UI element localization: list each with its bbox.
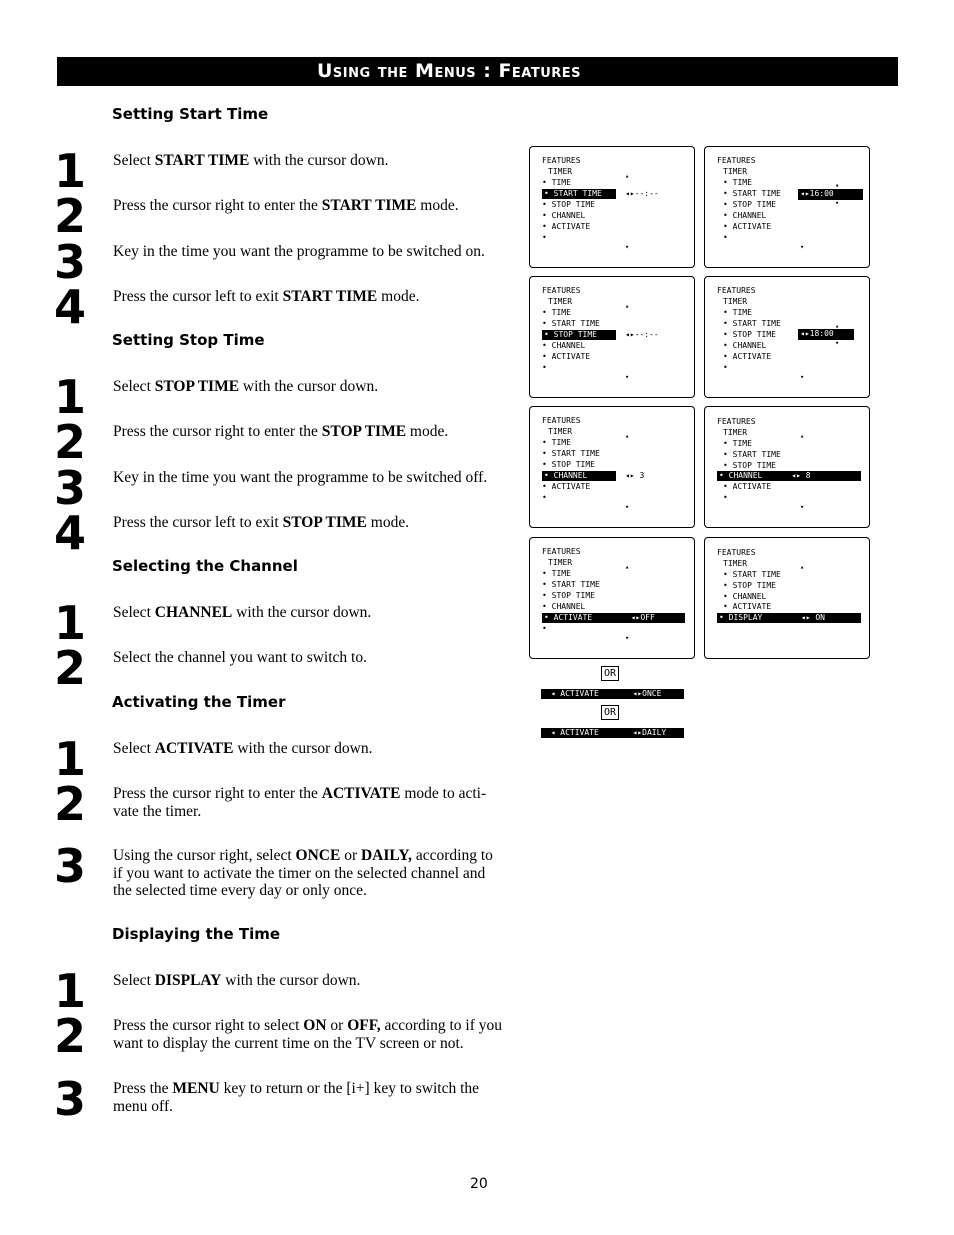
step-text: Press the cursor right to enter the STOP TIME mode. — [113, 423, 449, 440]
menu-screen-channel-set: FEATURES TIMER • TIME • START TIME • STOP TIME • CHANNEL ◂▸ 8 • ACTIVATE • ▴ ▾ — [704, 406, 870, 528]
step-text: Using the cursor right, select ONCE or DAILY, according to if you want to activate the timer on the selected channel and the selected time every day or only once. — [113, 847, 493, 899]
step-number: 1 — [54, 964, 87, 1018]
down-arrow-icon: ▾ — [625, 503, 630, 511]
section-heading-start-time: Setting Start Time — [112, 105, 269, 123]
step-number: 2 — [54, 415, 87, 469]
up-arrow-icon: ▴ — [835, 322, 840, 330]
down-arrow-icon: ▾ — [835, 339, 840, 347]
menu-screen-start-time: FEATURES TIMER • TIME • START TIME • STOP TIME • CHANNEL • ACTIVATE • ◂▸--:-- ▴ ▾ — [529, 146, 695, 268]
step-number: 2 — [54, 641, 87, 695]
field-value: ◂▸--:-- — [625, 330, 659, 339]
step-text: Select CHANNEL with the cursor down. — [113, 604, 372, 621]
step-text: Press the cursor right to select ON or OFF, according to if you want to display the current time on the TV screen or not. — [113, 1017, 503, 1052]
menu-screen-display: FEATURES TIMER • START TIME • STOP TIME • CHANNEL • ACTIVATE • DISPLAY ◂▸ ON ▴ — [704, 537, 870, 659]
up-arrow-icon: ▴ — [835, 181, 840, 189]
step-text: Press the cursor right to enter the START TIME mode. — [113, 197, 459, 214]
page-number: 20 — [470, 1176, 488, 1192]
up-arrow-icon: ▴ — [625, 563, 630, 571]
step-text: Select START TIME with the cursor down. — [113, 152, 389, 169]
step-number: 2 — [54, 777, 87, 831]
step-number: 1 — [54, 732, 87, 786]
section-heading-activate: Activating the Timer — [112, 693, 286, 711]
up-arrow-icon: ▴ — [800, 432, 805, 440]
section-heading-stop-time: Setting Stop Time — [112, 331, 265, 349]
up-arrow-icon: ▴ — [625, 432, 630, 440]
step-text: Select ACTIVATE with the cursor down. — [113, 740, 373, 757]
step-number: 3 — [54, 1072, 87, 1126]
step-text: Select the channel you want to switch to. — [113, 649, 367, 666]
down-arrow-icon: ▾ — [625, 634, 630, 642]
field-value: ◂▸18:00 — [798, 329, 854, 340]
step-number: 3 — [54, 235, 87, 289]
step-text: Press the cursor right to enter the ACTIVATE mode to acti-vate the timer. — [113, 785, 487, 820]
field-value: ◂▸16:00 — [798, 189, 863, 200]
step-text: Press the MENU key to return or the [i+] key to switch the menu off. — [113, 1080, 480, 1115]
down-arrow-icon: ▾ — [800, 503, 805, 511]
step-text: Press the cursor left to exit STOP TIME mode. — [113, 514, 410, 531]
page-title: Using the Menus : Features — [57, 57, 898, 86]
down-arrow-icon: ▾ — [625, 373, 630, 381]
step-number: 2 — [54, 1009, 87, 1063]
up-arrow-icon: ▴ — [625, 302, 630, 310]
step-text: Select STOP TIME with the cursor down. — [113, 378, 379, 395]
menu-screen-activate: FEATURES TIMER • TIME • START TIME • STOP TIME • CHANNEL • ACTIVATE ◂▸OFF • ▴ ▾ — [529, 537, 695, 659]
down-arrow-icon: ▾ — [835, 199, 840, 207]
field-value: ◂▸ 3 — [625, 471, 645, 480]
menu-screen-stop-time-set: FEATURES TIMER • TIME • START TIME • STOP TIME • CHANNEL • ACTIVATE • ◂▸18:00 ▴ ▾ ▾ — [704, 276, 870, 398]
down-arrow-icon: ▾ — [800, 243, 805, 251]
activate-option-daily: ◂ ACTIVATE ◂▸DAILY — [541, 728, 684, 738]
step-number: 1 — [54, 144, 87, 198]
or-label: OR — [601, 705, 619, 720]
activate-option-once: ◂ ACTIVATE ◂▸ONCE — [541, 689, 684, 699]
step-number: 4 — [54, 506, 87, 560]
step-text: Key in the time you want the programme to be switched on. — [113, 243, 485, 260]
field-value: ◂▸--:-- — [625, 189, 659, 198]
step-text: Press the cursor left to exit START TIME mode. — [113, 288, 420, 305]
step-number: 2 — [54, 189, 87, 243]
menu-screen-stop-time: FEATURES TIMER • TIME • START TIME • STOP TIME • CHANNEL • ACTIVATE • ◂▸--:-- ▴ ▾ — [529, 276, 695, 398]
menu-screen-channel: FEATURES TIMER • TIME • START TIME • STOP TIME • CHANNEL • ACTIVATE • ◂▸ 3 ▴ ▾ — [529, 406, 695, 528]
up-arrow-icon: ▴ — [800, 563, 805, 571]
up-arrow-icon: ▴ — [625, 172, 630, 180]
step-number: 3 — [54, 461, 87, 515]
step-text: Select DISPLAY with the cursor down. — [113, 972, 361, 989]
step-number: 1 — [54, 596, 87, 650]
or-label: OR — [601, 666, 619, 681]
step-number: 3 — [54, 839, 87, 893]
step-number: 1 — [54, 370, 87, 424]
down-arrow-icon: ▾ — [800, 373, 805, 381]
step-text: Key in the time you want the programme to be switched off. — [113, 469, 488, 486]
down-arrow-icon: ▾ — [625, 243, 630, 251]
section-heading-display: Displaying the Time — [112, 925, 281, 943]
menu-screen-start-time-set: FEATURES TIMER • TIME • START TIME • STOP TIME • CHANNEL • ACTIVATE • ◂▸16:00 ▴ ▾ ▾ — [704, 146, 870, 268]
section-heading-channel: Selecting the Channel — [112, 557, 298, 575]
step-number: 4 — [54, 280, 87, 334]
